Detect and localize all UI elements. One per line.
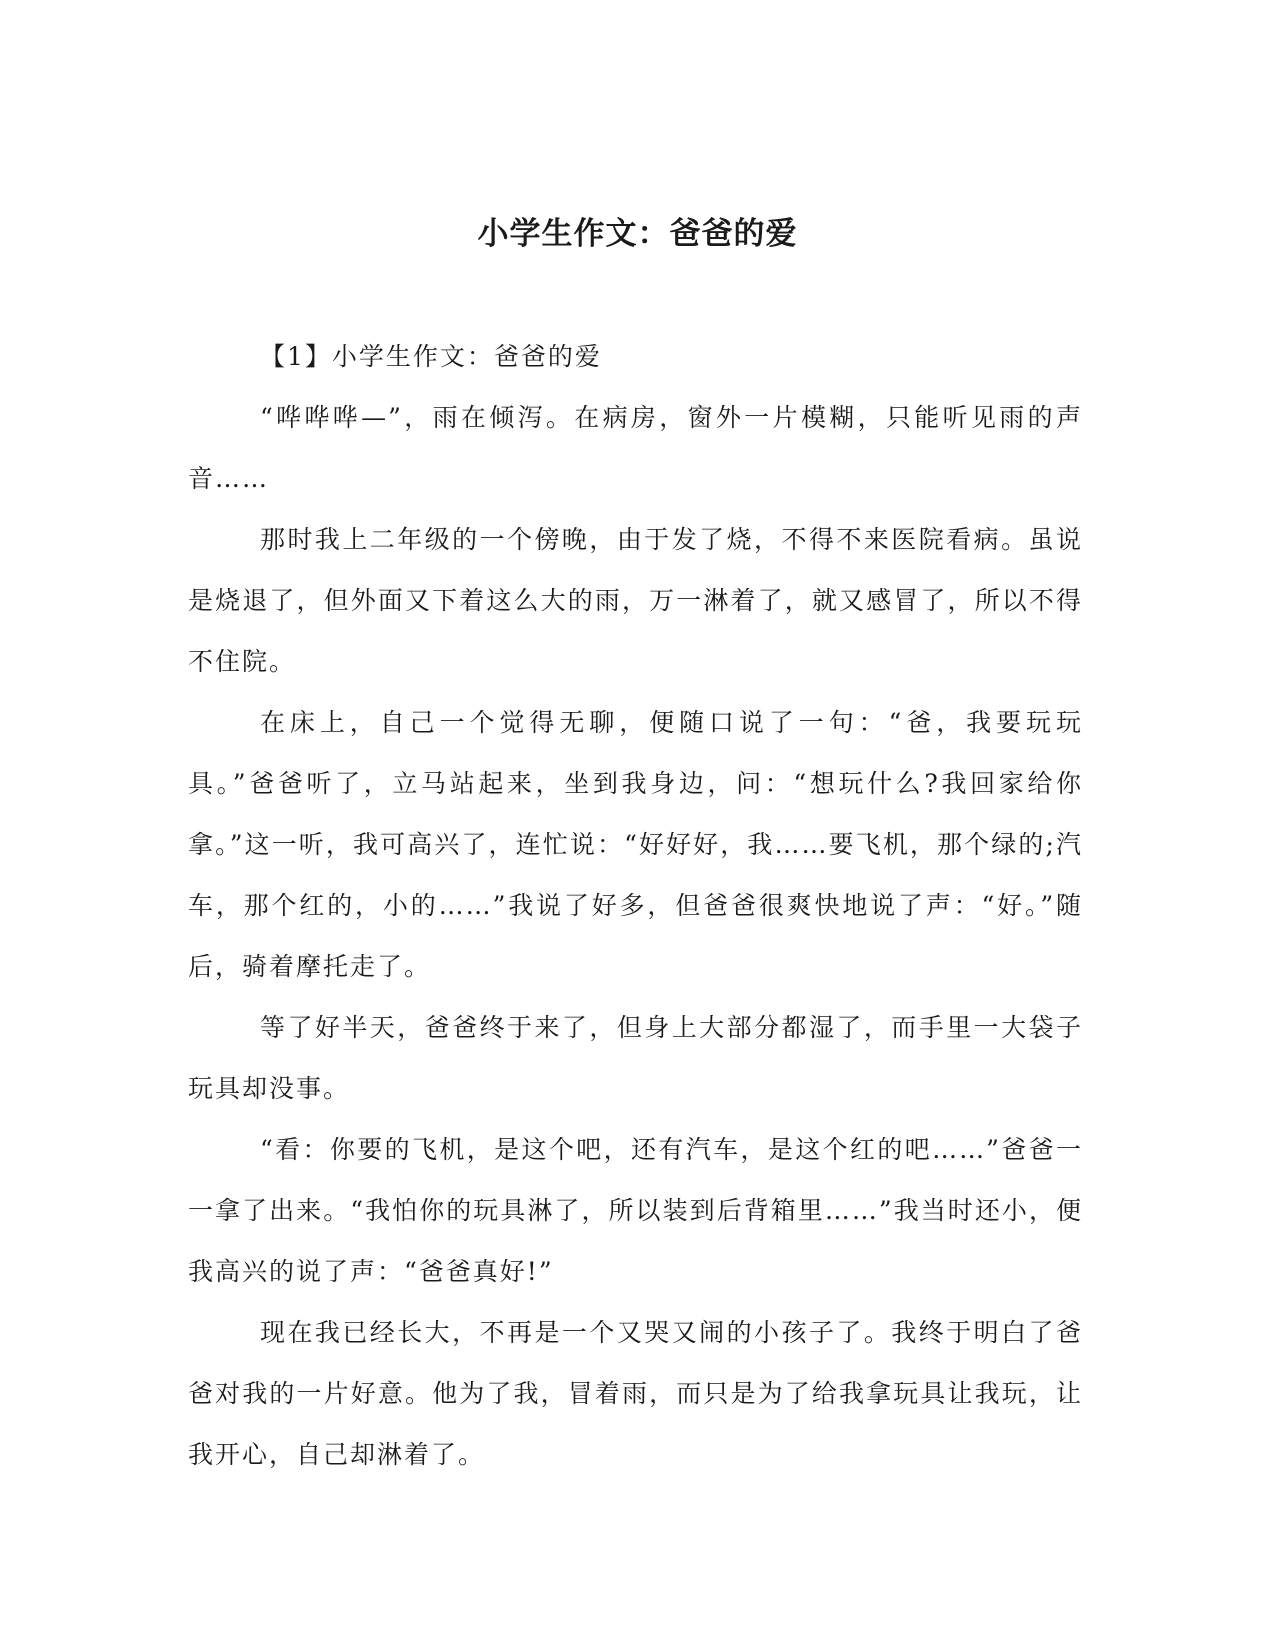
paragraph: “哗哗哗—”，雨在倾泻。在病房，窗外一片模糊，只能听见雨的声音……: [188, 403, 1083, 493]
paragraph: 那时我上二年级的一个傍晚，由于发了烧，不得不来医院看病。虽说是烧退了，但外面又下着这么大的雨，万一淋着了，就又感冒了，所以不得不住院。: [188, 525, 1083, 676]
paragraph: “看：你要的飞机，是这个吧，还有汽车，是这个红的吧……”爸爸一一拿了出来。“我怕你的玩具淋了，所以装到后背箱里……”我当时还小，便我高兴的说了声：“爸爸真好!”: [188, 1135, 1083, 1286]
paragraph: 等了好半天，爸爸终于来了，但身上大部分都湿了，而手里一大袋子玩具却没事。: [188, 1013, 1083, 1103]
document-title: 小学生作文：爸爸的爱: [477, 216, 798, 252]
paragraph-heading: 【1】小学生作文：爸爸的爱: [260, 342, 602, 371]
document-body: [188, 326, 1083, 1485]
paragraph: 在床上，自己一个觉得无聊，便随口说了一句：“爸，我要玩玩具。”爸爸听了，立马站起来，坐到我身边，问：“想玩什么?我回家给你拿。”这一听，我可高兴了，连忙说：“好好好，我……要飞机，那个绿的;汽车，那个红的，小的……”我说了好多，但爸爸很爽快地说了声：“好。”随后，骑着摩托走了。: [188, 708, 1083, 981]
paragraph: 现在我已经长大，不再是一个又哭又闹的小孩子了。我终于明白了爸爸对我的一片好意。他为了我，冒着雨，而只是为了给我拿玩具让我玩，让我开心，自己却淋着了。: [188, 1318, 1083, 1469]
